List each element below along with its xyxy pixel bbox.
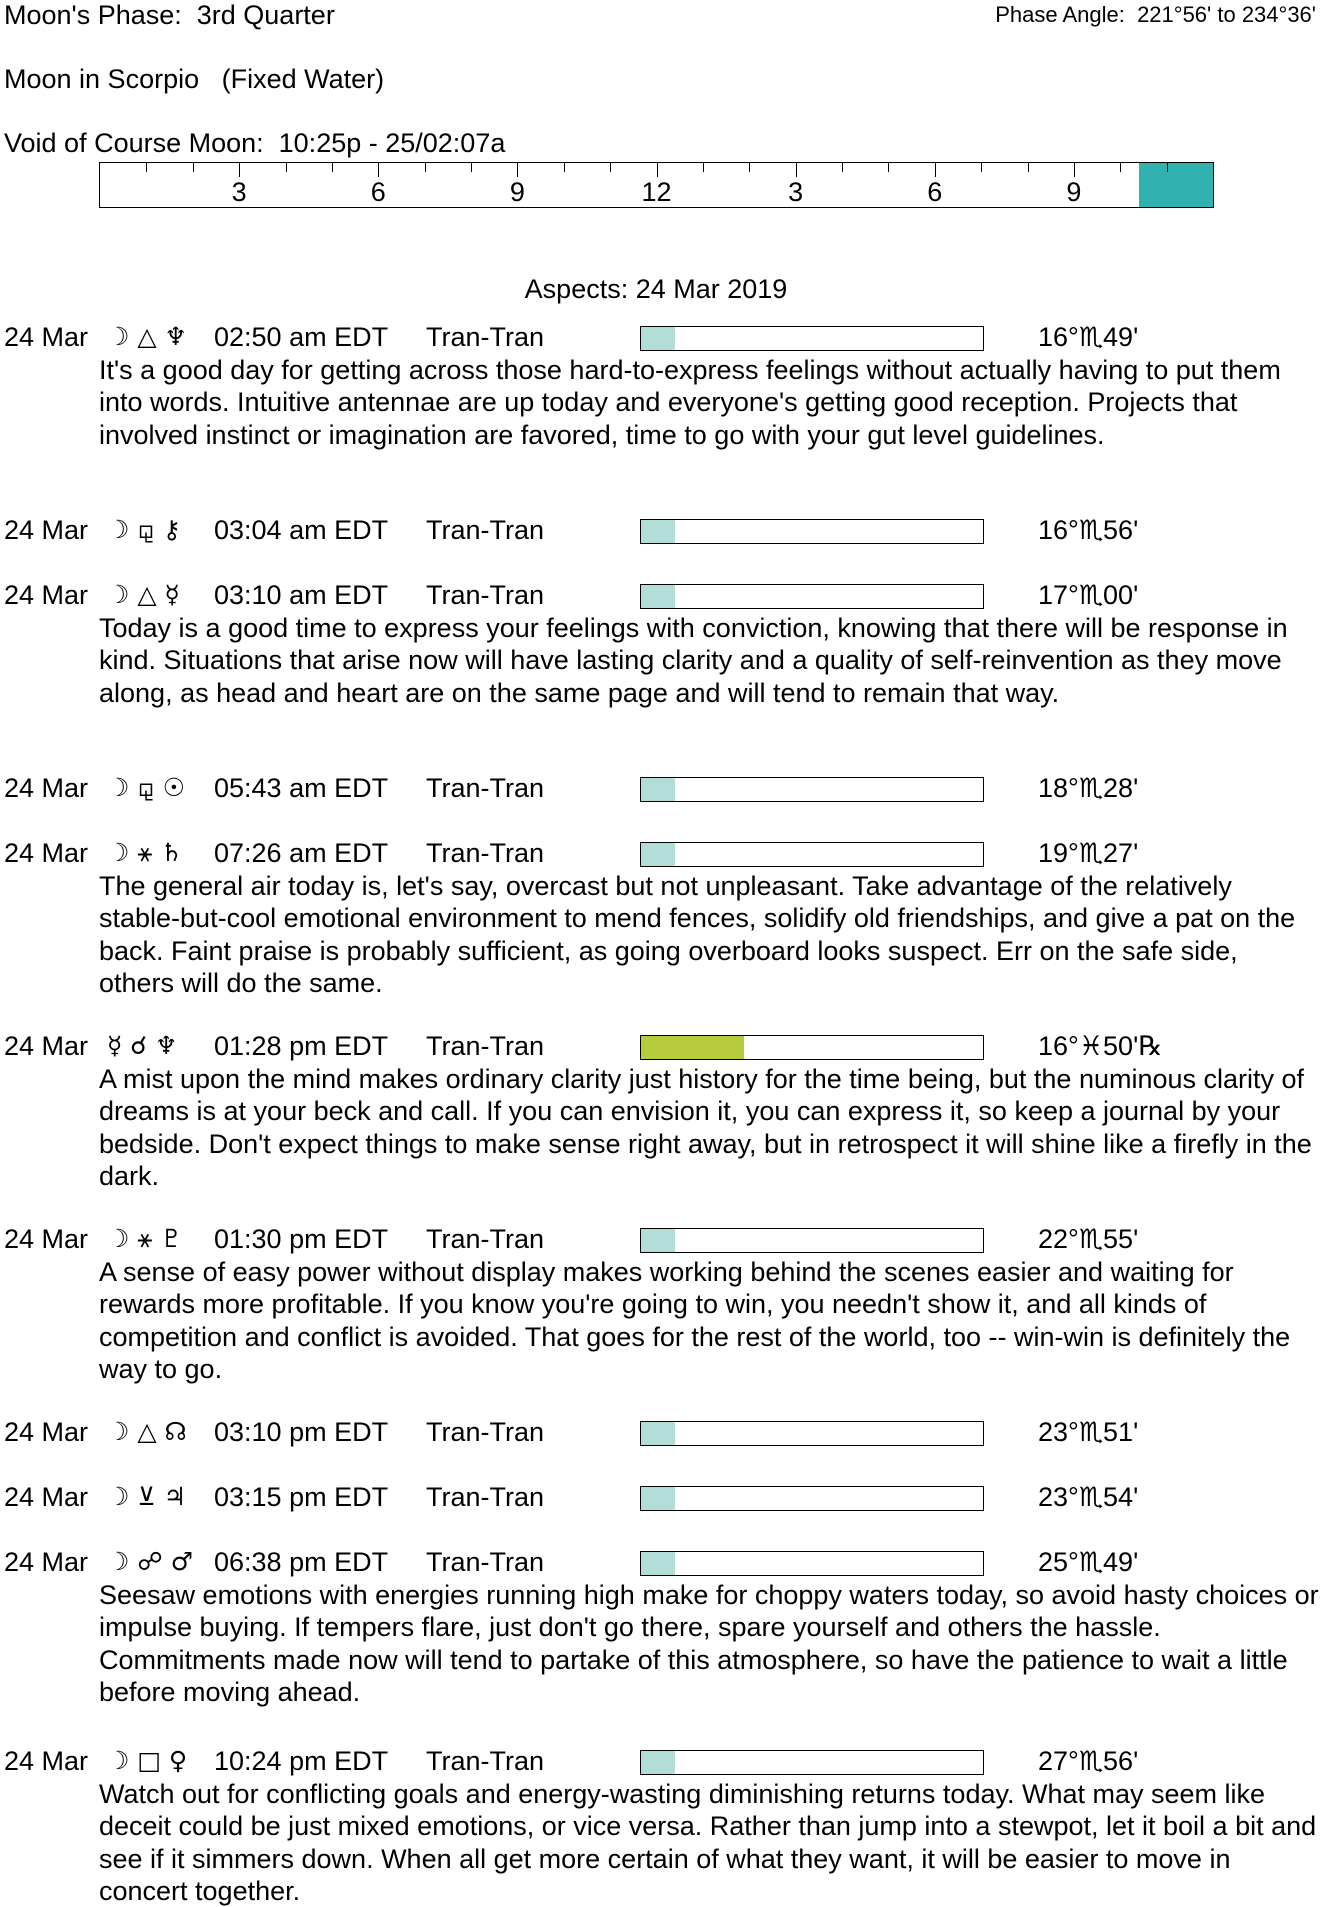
aspect-header-line <box>0 1746 1344 1778</box>
aspect-date: 24 Mar <box>4 515 89 545</box>
aspect-position: 27°♏56' <box>1038 1746 1139 1776</box>
timeline-label: 6 <box>370 177 386 207</box>
timeline-tick <box>888 163 889 172</box>
aspect-strength-bar <box>640 1551 984 1576</box>
aspect-time: 03:15 pm EDT <box>214 1482 389 1512</box>
aspect-position: 18°♏28' <box>1038 773 1139 803</box>
aspect-type: Tran-Tran <box>426 1547 545 1577</box>
timeline-tick <box>146 163 147 172</box>
aspect-glyphs-icon: ☽ □ ♀ <box>107 1746 188 1775</box>
aspect-time: 03:10 am EDT <box>214 580 389 610</box>
timeline-tick <box>564 163 565 172</box>
aspect-glyphs-icon: ☽ ⚹ ♄ <box>107 838 183 867</box>
aspect-glyphs-icon: ☽ ⚼ ☉ <box>107 773 185 802</box>
aspect-entry <box>0 838 1344 999</box>
timeline-tick <box>471 163 472 172</box>
aspect-strength-fill <box>641 585 675 608</box>
aspect-strength-bar <box>640 842 984 867</box>
aspect-description: The general air today is, let's say, overcast but not unpleasant. Take advantage of the relatively stable-but-cool emotional environment to mend fences, solidify old friendships, and give a pat on the back. Faint praise is probably sufficient, as going overboard looks suspect. Err on the safe side, others will do the same. <box>99 871 1296 998</box>
aspect-glyphs-icon: ☿ ☌ ♆ <box>107 1031 178 1060</box>
aspect-type: Tran-Tran <box>426 322 545 352</box>
timeline-label: 3 <box>231 177 247 207</box>
aspect-glyphs-icon: ☽ △ ☿ <box>107 580 180 609</box>
aspect-time: 07:26 am EDT <box>214 838 389 868</box>
aspect-strength-fill <box>641 1552 675 1575</box>
aspect-position: 23°♏51' <box>1038 1417 1139 1447</box>
aspect-header-line <box>0 838 1344 870</box>
aspect-date: 24 Mar <box>4 1031 89 1061</box>
moon-phase: Moon's Phase: 3rd Quarter <box>4 0 335 30</box>
aspect-time: 03:10 pm EDT <box>214 1417 389 1447</box>
aspect-entry <box>0 1417 1344 1449</box>
aspect-description: Seesaw emotions with energies running high make for choppy waters today, so avoid hasty choices or impulse buying. If tempers flare, just don't go there, spare yourself and others the hassle. Commitments made now will tend to partake of this atmosphere, so have the patience to wait a little before moving ahead. <box>99 1580 1319 1707</box>
aspect-strength-bar <box>640 584 984 609</box>
aspect-type: Tran-Tran <box>426 1417 545 1447</box>
aspect-strength-fill <box>641 778 675 801</box>
aspect-strength-fill <box>641 327 675 350</box>
aspect-strength-fill <box>641 1422 675 1445</box>
aspect-position: 23°♏54' <box>1038 1482 1139 1512</box>
aspect-header-line <box>0 580 1344 612</box>
aspect-type: Tran-Tran <box>426 1746 545 1776</box>
aspect-time: 06:38 pm EDT <box>214 1547 389 1577</box>
aspect-header-line <box>0 1031 1344 1063</box>
aspect-date: 24 Mar <box>4 1746 89 1776</box>
moon-sign: Moon in Scorpio (Fixed Water) <box>4 64 385 94</box>
timeline-tick <box>1167 163 1168 172</box>
aspect-header-line <box>0 1547 1344 1579</box>
aspect-description: A mist upon the mind makes ordinary clarity just history for the time being, but the numinous clarity of dreams is at your beck and call. If you can envision it, you can express it, so keep a journal by your bedside. Don't expect things to make sense right away, but in retrospect it will shine like a firefly in the dark. <box>99 1064 1312 1191</box>
aspect-strength-bar <box>640 1486 984 1511</box>
timeline-tick <box>749 163 750 172</box>
timeline-tick <box>517 163 518 177</box>
aspect-header-line <box>0 515 1344 547</box>
aspect-date: 24 Mar <box>4 1547 89 1577</box>
timeline-tick <box>703 163 704 172</box>
timeline-label: 9 <box>1066 177 1082 207</box>
aspect-date: 24 Mar <box>4 838 89 868</box>
aspect-entry <box>0 1031 1344 1192</box>
aspect-description: It's a good day for getting across those hard-to-express feelings without actually having to put them into words. Intuitive antennae are up today and everyone's getting good reception. Projects that involved instinct or imagination are favored, time to go with your gut level guidelines. <box>99 355 1281 450</box>
aspect-header-line <box>0 1224 1344 1256</box>
aspect-glyphs-icon: ☽ ⊻ ♃ <box>107 1482 187 1511</box>
aspect-header-line <box>0 1482 1344 1514</box>
aspect-glyphs-icon: ☽ ☍ ♂ <box>107 1547 194 1576</box>
aspect-strength-bar <box>640 1750 984 1775</box>
timeline-label: 3 <box>788 177 804 207</box>
timeline-tick <box>1120 163 1121 172</box>
timeline-tick <box>1028 163 1029 172</box>
aspect-header-line <box>0 322 1344 354</box>
aspect-description: Today is a good time to express your feelings with conviction, knowing that there will be response in kind. Situations that arise now will have lasting clarity and a quality of self-reinvention as they move along, as head and heart are on the same page and will tend to remain that way. <box>99 613 1288 708</box>
aspect-entry <box>0 515 1344 547</box>
aspect-date: 24 Mar <box>4 1224 89 1254</box>
aspect-strength-fill <box>641 1487 675 1510</box>
timeline-tick <box>842 163 843 172</box>
timeline-tick <box>935 163 936 177</box>
timeline-label: 12 <box>641 177 672 207</box>
void-of-course-timeline <box>99 162 1214 208</box>
aspect-time: 03:04 am EDT <box>214 515 389 545</box>
aspect-entry <box>0 773 1344 805</box>
aspect-position: 19°♏27' <box>1038 838 1139 868</box>
aspect-strength-fill <box>641 1229 675 1252</box>
aspect-entry <box>0 1482 1344 1514</box>
aspect-glyphs-icon: ☽ ⚹ ♇ <box>107 1224 183 1253</box>
timeline-tick <box>378 163 379 177</box>
aspect-time: 01:28 pm EDT <box>214 1031 389 1061</box>
aspect-entry <box>0 322 1344 451</box>
aspect-description: Watch out for conflicting goals and energy-wasting diminishing returns today. What may seem like deceit could be just mixed emotions, or vice versa. Rather than jump into a stewpot, let it boil a bit and see if it simmers down. When all get more certain of what they want, it will be easier to move in concert together. <box>99 1779 1317 1906</box>
aspect-date: 24 Mar <box>4 1482 89 1512</box>
aspect-date: 24 Mar <box>4 1417 89 1447</box>
aspect-position: 25°♏49' <box>1038 1547 1139 1577</box>
aspect-header-line <box>0 773 1344 805</box>
aspects-title: Aspects: 24 Mar 2019 <box>524 274 788 304</box>
timeline-tick <box>193 163 194 172</box>
timeline-tick <box>332 163 333 172</box>
phase-angle: Phase Angle: 221°56' to 234°36' <box>995 2 1316 27</box>
aspect-type: Tran-Tran <box>426 1482 545 1512</box>
aspect-glyphs-icon: ☽ △ ♆ <box>107 322 187 351</box>
aspect-time: 10:24 pm EDT <box>214 1746 389 1776</box>
aspect-time: 05:43 am EDT <box>214 773 389 803</box>
aspect-strength-bar <box>640 519 984 544</box>
aspect-strength-fill <box>641 520 675 543</box>
aspect-strength-bar <box>640 777 984 802</box>
timeline-tick <box>657 163 658 177</box>
timeline-tick <box>981 163 982 172</box>
aspect-strength-bar <box>640 1228 984 1253</box>
aspect-time: 02:50 am EDT <box>214 322 389 352</box>
timeline-tick <box>425 163 426 172</box>
aspect-header-line <box>0 1417 1344 1449</box>
aspect-glyphs-icon: ☽ △ ☊ <box>107 1417 187 1446</box>
aspect-strength-fill <box>641 843 675 866</box>
aspect-position: 22°♏55' <box>1038 1224 1139 1254</box>
timeline-label: 9 <box>509 177 525 207</box>
aspect-type: Tran-Tran <box>426 1031 545 1061</box>
aspect-entry <box>0 1224 1344 1385</box>
aspect-type: Tran-Tran <box>426 580 545 610</box>
aspect-position: 16°♓50'℞ <box>1038 1031 1163 1061</box>
aspect-strength-bar <box>640 326 984 351</box>
aspect-type: Tran-Tran <box>426 838 545 868</box>
timeline-tick <box>286 163 287 172</box>
aspect-position: 17°♏00' <box>1038 580 1139 610</box>
aspect-position: 16°♏49' <box>1038 322 1139 352</box>
timeline-tick <box>610 163 611 172</box>
aspect-date: 24 Mar <box>4 322 89 352</box>
timeline-tick <box>796 163 797 177</box>
timeline-label: 6 <box>927 177 943 207</box>
aspect-strength-fill <box>641 1036 744 1059</box>
aspect-glyphs-icon: ☽ ⚼ ⚷ <box>107 515 181 544</box>
aspect-time: 01:30 pm EDT <box>214 1224 389 1254</box>
aspect-date: 24 Mar <box>4 773 89 803</box>
aspect-type: Tran-Tran <box>426 515 545 545</box>
aspect-type: Tran-Tran <box>426 773 545 803</box>
void-of-course: Void of Course Moon: 10:25p - 25/02:07a <box>4 128 506 158</box>
aspect-date: 24 Mar <box>4 580 89 610</box>
aspect-entry <box>0 1547 1344 1708</box>
aspect-description: A sense of easy power without display makes working behind the scenes easier and waiting for rewards more profitable. If you know you're going to win, you needn't show it, and all kinds of competition and conflict is avoided. That goes for the rest of the world, too -- win-win is definitely the way to go. <box>99 1257 1291 1384</box>
aspect-strength-bar <box>640 1035 984 1060</box>
timeline-tick <box>239 163 240 177</box>
aspect-entry <box>0 1746 1344 1907</box>
aspect-strength-bar <box>640 1421 984 1446</box>
aspect-entry <box>0 580 1344 709</box>
void-of-course-fill <box>1139 163 1213 207</box>
aspect-type: Tran-Tran <box>426 1224 545 1254</box>
aspect-strength-fill <box>641 1751 675 1774</box>
timeline-tick <box>1074 163 1075 177</box>
aspect-position: 16°♏56' <box>1038 515 1139 545</box>
